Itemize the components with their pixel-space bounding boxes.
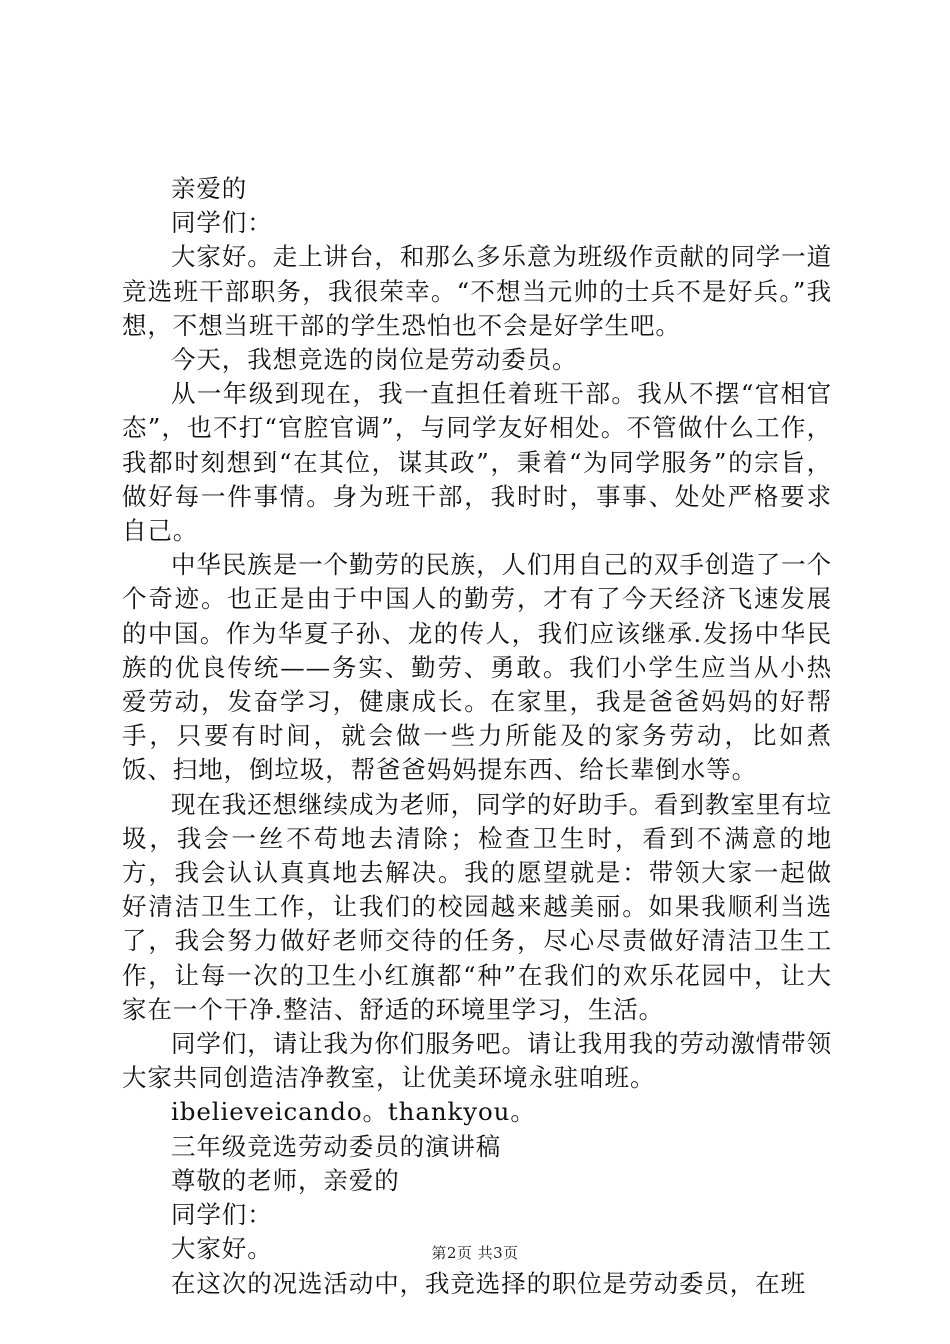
section-title: 三年级竞选劳动委员的演讲稿 — [171, 1131, 502, 1161]
paragraph: 在这次的况选活动中，我竞选择的职位是劳动委员，在班 — [171, 1268, 806, 1298]
salutation-line: 同学们： — [171, 208, 273, 238]
page-footer — [0, 1243, 950, 1263]
paragraph: 大家好。走上讲台，和那么多乐意为班级作贡献的同学一道竞选班干部职务，我很荣幸。“不想当元帅的士兵不是好兵。”我想，不想当班干部的学生恐怕也不会是好学生吧。 — [122, 242, 832, 340]
greeting-line: 尊敬的老师，亲爱的 — [171, 1165, 400, 1195]
closing-line: ibelieveicando。thankyou。 — [171, 1097, 536, 1127]
paragraph: 现在我还想继续成为老师，同学的好助手。看到教室里有垃圾，我会一丝不苟地去清除；检查卫生时，看到不满意的地方，我会认认真真地去解决。我的愿望就是：带领大家一起做好清洁卫生工作，让我们的校园越来越美丽。如果我顺利当选了，我会努力做好老师交待的任务，尽心尽责做好清洁卫生工作，让每一次的卫生小红旗都“种”在我们的欢乐花园中，让大家在一个干净.整洁、舒适的环境里学习，生活。 — [122, 789, 832, 1024]
paragraph: 大家好。 — [171, 1234, 273, 1264]
paragraph: 从一年级到现在，我一直担任着班干部。我从不摆“官相官态”，也不打“官腔官调”，与同学友好相处。不管做什么工作，我都时刻想到“在其位，谋其政”，秉着“为同学服务”的宗旨，做好每一件事情。身为班干部，我时时，事事、处处严格要求自己。 — [122, 379, 832, 546]
document-body — [122, 172, 832, 1301]
page-number: 第2页 共3页 — [431, 1244, 519, 1262]
paragraph: 中华民族是一个勤劳的民族，人们用自己的双手创造了一个个奇迹。也正是由于中国人的勤劳，才有了今天经济飞速发展的中国。作为华夏子孙、龙的传人，我们应该继承.发扬中华民族的优良传统——务实、勤劳、勇敢。我们小学生应当从小热爱劳动，发奋学习，健康成长。在家里，我是爸爸妈妈的好帮手，只要有时间，就会做一些力所能及的家务劳动，比如煮饭、扫地，倒垃圾，帮爸爸妈妈提东西、给长辈倒水等。 — [122, 550, 832, 785]
paragraph: 同学们，请让我为你们服务吧。请让我用我的劳动激情带领大家共同创造洁净教室，让优美环境永驻咱班。 — [122, 1029, 832, 1093]
paragraph: 今天，我想竞选的岗位是劳动委员。 — [171, 345, 578, 375]
salutation-line: 同学们： — [171, 1200, 273, 1230]
greeting-line: 亲爱的 — [171, 174, 248, 203]
